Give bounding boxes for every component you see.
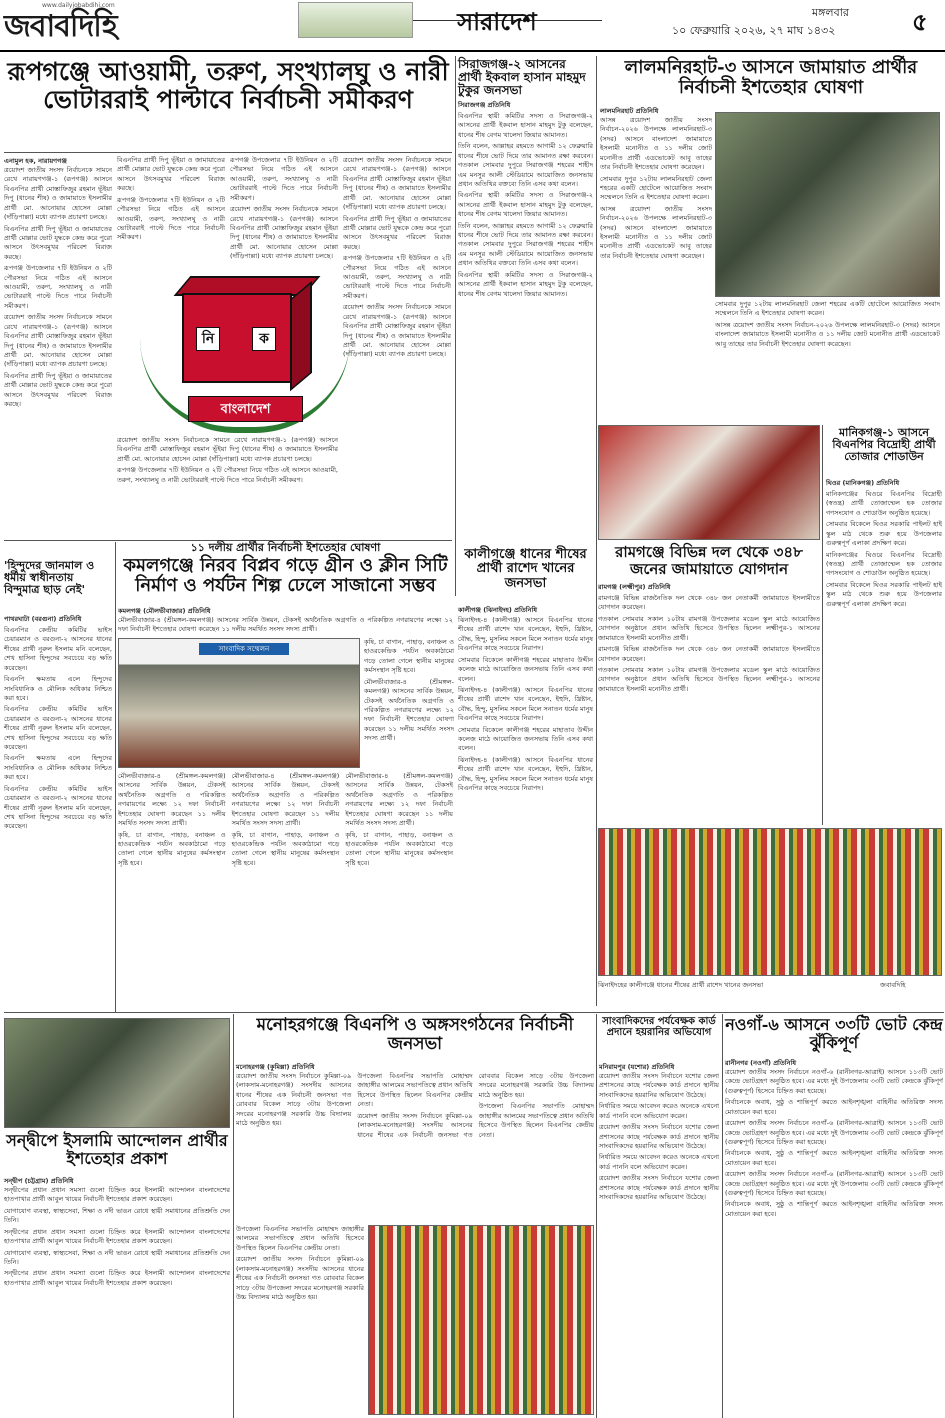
headline-manoharganj[interactable]: মনোহরগঞ্জে বিএনপি ও অঙ্গসংগঠনের নির্বাচনী জনসভা <box>256 1015 574 1054</box>
article-body-sandwip: সন্দ্বীপের প্রধান প্রধান সমস্যা গুলো চিহ্নিত করে ইসলামী আন্দোলন বাংলাদেশের হাতপাখার প্রার্থী আবুল খায়ের নির্বাচনী ইশতেহার প্রকাশ করেছেন। যোগাযোগ ব্যবস্থা, স্বাস্থ্যসেবা, শিক্ষা ও নদী ভাঙন রোধে স্থায়ী সমাধানের প্রতিশ্রুতি দেন তিনি। সন্দ্বীপের প্রধান প্রধান সমস্যা গুলো চিহ্নিত করে ইসলামী আন্দোলন বাংলাদেশের হাতপাখার প্রার্থী আবুল খায়ের নির্বাচনী ইশতেহার প্রকাশ করেছেন। যোগাযোগ ব্যবস্থা, স্বাস্থ্যসেবা, শিক্ষা ও নদী ভাঙন রোধে স্থায়ী সমাধানের প্রতিশ্রুতি দেন তিনি। সন্দ্বীপের প্রধান প্রধান সমস্যা গুলো চিহ্নিত করে ইসলামী আন্দোলন বাংলাদেশের হাতপাখার প্রার্থী আবুল খায়ের নির্বাচনী ইশতেহার প্রকাশ করেছেন। <box>4 1186 230 1287</box>
kicker-kamalganj: ১১ দলীয় প্রার্থীর নির্বাচনী ইশতেহার ঘোষণা <box>190 541 381 554</box>
headline-kaliganj[interactable]: কালীগঞ্জে ধানের শীষের প্রার্থী রাশেদ খানের জনসভা <box>464 547 587 591</box>
article-body-manoharganj-lower: উপজেলা বিএনপির সভাপতি মোহাম্মদ জাহাঙ্গীর আলমের সভাপতিত্বে প্রধান অতিথি হিসেবে উপস্থিত ছিলেন বিএনপির কেন্দ্রীয় নেতা। ত্রয়োদশ জাতীয় সংসদ নির্বাচনে কুমিল্লা-০৯ (লাকসাম-মনোহরগঞ্জ) সংসদীয় আসনের ধানের শীষের এক নির্বাচনী জনসভা গত রোববার বিকেল সাড়ে ৩টায় উপজেলা সদরের মনোহরগঞ্জ সরকারি উচ্চ বিদ্যালয় মাঠে অনুষ্ঠিত হয়। <box>236 1225 364 1301</box>
headline-hindu-freedom[interactable]: 'হিন্দুদের জানমাল ও ধর্মীয় স্বাধীনতায় বিন্দুমাত্র ছাড় নেই' <box>4 559 95 597</box>
byline-kaliganj: কালীগঞ্জ (ঝিনাইদহ) প্রতিনিধি <box>458 606 538 614</box>
ballot-box-logo <box>140 268 350 433</box>
byline-hindu-freedom: পাথরঘাটা (বরগুনা) প্রতিনিধি <box>4 615 82 623</box>
article-body-kamalganj-intro: মৌলভীবাজার-৪ (শ্রীমঙ্গল-কমলগঞ্জ) আসনের সার্বিক উন্নয়ন, টেকসই অর্থনৈতিক অগ্রগতি ও পরিকল্পিত নগরায়ণের লক্ষ্যে ১২ দফা নির্বাচনী ইশতেহার ঘোষণা করেছেন ১১ দলীয় সমর্থিত সংসদ সদস্য প্রার্থী। <box>118 616 453 634</box>
page-number: ৫ <box>912 8 928 36</box>
photo-credit: জবাবদিহি <box>880 981 906 989</box>
press-banner-text: সাংবাদিক সম্মেলন <box>199 643 289 655</box>
ballot-ribbon: বাংলাদেশ <box>188 396 303 422</box>
headline-sirajganj[interactable]: সিরাজগঞ্জ-২ আসনের প্রার্থী ইকবাল হাসান মাহমুদ টুকুর জনসভা <box>458 57 586 98</box>
headline-manikganj[interactable]: মানিকগঞ্জ-১ আসনে বিএনপির বিদ্রোহী প্রার্থী তোজার শোডাউন <box>832 426 936 464</box>
headline-rupganj[interactable]: রূপগঞ্জে আওয়ামী, তরুণ, সংখ্যালঘু ও নারী ভোটাররাই পাল্টাবে নির্বাচনী সমীকরণ <box>7 57 449 114</box>
headline-kamalganj[interactable]: কমলগঞ্জে নিরব বিপ্লব গড়ে গ্রীন ও ক্লীন সিটি নির্মাণ ও পর্যটন শিল্প ঢেলে সাজানো সম্ভব <box>123 555 448 596</box>
ballot-box-side <box>290 281 312 391</box>
section-banner-illustration <box>298 2 413 38</box>
article-body-journalist-cards: ত্রয়োদশ জাতীয় সংসদ নির্বাচনে যশোর জেলা প্রশাসনের কাছে পর্যবেক্ষক কার্ড প্রদানে স্থানীয় সাংবাদিকদের হয়রানির অভিযোগ উঠেছে। নির্ধারিত সময়ে আবেদন করেও অনেকে এখনো কার্ড পাননি বলে অভিযোগ করেন। ত্রয়োদশ জাতীয় সংসদ নির্বাচনে যশোর জেলা প্রশাসনের কাছে পর্যবেক্ষক কার্ড প্রদানে স্থানীয় সাংবাদিকদের হয়রানির অভিযোগ উঠেছে। নির্ধারিত সময়ে আবেদন করেও অনেকে এখনো কার্ড পাননি বলে অভিযোগ করেন। ত্রয়োদশ জাতীয় সংসদ নির্বাচনে যশোর জেলা প্রশাসনের কাছে পর্যবেক্ষক কার্ড প্রদানে স্থানীয় সাংবাদিকদের হয়রানির অভিযোগ উঠেছে। <box>599 1072 719 1202</box>
article-body-lalmonirhat-col1: আসন্ন ত্রয়োদশ জাতীয় সংসদ নির্বাচন-২০২৬ উপলক্ষে লালমনিরহাট-৩ (সদর) আসনে বাংলাদেশ জামায়াতে ইসলামী মনোনীত ও ১১ দলীয় জোট মনোনীত প্রার্থী এডভোকেট আবু তাহের তার নির্বাচনী ইশতেহার ঘোষণা করেছেন। সোমবার দুপুর ১২টায় লালমনিরহাট জেলা শহরের একটি হোটেলে আয়োজিত সংবাদ সম্মেলনে তিনি এ ইশতেহার ঘোষণা করেন। আসন্ন ত্রয়োদশ জাতীয় সংসদ নির্বাচন-২০২৬ উপলক্ষে লালমনিরহাট-৩ (সদর) আসনে বাংলাদেশ জামায়াতে ইসলামী মনোনীত ও ১১ দলীয় জোট মনোনীত প্রার্থী এডভোকেট আবু তাহের তার নির্বাচনী ইশতেহার ঘোষণা করেছেন। <box>600 116 712 260</box>
article-body-kamalganj-side: কৃষি, চা বাগান, পাহাড়, বনাঞ্চল ও হাওরকেন্দ্রিক পর্যটন অবকাঠামো গড়ে তোলা গেলে স্থানীয় মানুষের কর্মসংস্থান সৃষ্টি হবে। মৌলভীবাজার-৪ (শ্রীমঙ্গল-কমলগঞ্জ) আসনের সার্বিক উন্নয়ন, টেকসই অর্থনৈতিক অগ্রগতি ও পরিকল্পিত নগরায়ণের লক্ষ্যে ১২ দফা নির্বাচনী ইশতেহার ঘোষণা করেছেন ১১ দলীয় সমর্থিত সংসদ সদস্য প্রার্থী। <box>364 638 454 743</box>
byline-manikganj: ঘিওর (মানিকগঞ্জ) প্রতিনিধি <box>826 479 900 487</box>
section-title: সারাদেশ <box>412 4 582 36</box>
ballot-letter-ka: ক <box>252 327 276 351</box>
article-body-rupganj-col4: ত্রয়োদশ জাতীয় সংসদ নির্বাচনকে সামনে রেখে নারায়ণগঞ্জ-১ (রূপগঞ্জ) আসনে বিএনপির প্রার্থী মোস্তাফিজুর রহমান ভূঁইয়া দিপু (ধানের শীষ) ও জামায়াতে ইসলামীর প্রার্থী মো. আনোয়ার হোসেন মোল্লা (দাঁড়িপাল্লা) মধ্যে ব্যাপক প্রচারণা চলছে। বিএনপির প্রার্থী দিপু ভূঁইয়া ও জামায়াতের প্রার্থী মোল্লার ভোট যুদ্ধকে কেন্দ্র করে পুরো আসনে উৎসবমুখর পরিবেশ বিরাজ করছে। রূপগঞ্জ উপজেলার ৭টি ইউনিয়ন ও ২টি পৌরসভা নিয়ে গঠিত এই আসনে আওয়ামী, তরুণ, সংখ্যালঘু ও নারী ভোটাররাই পাল্টে দিতে পারে নির্বাচনী সমীকরণ। ত্রয়োদশ জাতীয় সংসদ নির্বাচনকে সামনে রেখে নারায়ণগঞ্জ-১ (রূপগঞ্জ) আসনে বিএনপির প্রার্থী মোস্তাফিজুর রহমান ভূঁইয়া দিপু (ধানের শীষ) ও জামায়াতে ইসলামীর প্রার্থী মো. আনোয়ার হোসেন মোল্লা (দাঁড়িপাল্লা) মধ্যে ব্যাপক প্রচারণা চলছে। <box>343 156 451 359</box>
byline-rupganj: এনামুল হক, নারায়ণগঞ্জ <box>4 157 67 165</box>
byline-naogaon: রানীনগর (নওগাঁ) প্রতিনিধি <box>725 1059 797 1067</box>
photo-sandwip <box>4 1018 230 1128</box>
byline-lalmonirhat: লালমনিরহাট প্রতিনিধি <box>600 107 659 115</box>
weekday: মঙ্গলবার <box>812 6 849 19</box>
newspaper-logo[interactable]: জবাবদিহি <box>4 9 117 44</box>
headline-ramganj[interactable]: রামগঞ্জে বিভিন্ন দল থেকে ৩৪৮ জনের জামায়াতে যোগদান <box>615 543 803 578</box>
article-body-manoharganj: ত্রয়োদশ জাতীয় সংসদ নির্বাচনে কুমিল্লা-০৯ (লাকসাম-মনোহরগঞ্জ) সংসদীয় আসনের ধানের শীষের এক নির্বাচনী জনসভা গত রোববার বিকেল সাড়ে ৩টায় উপজেলা সদরের মনোহরগঞ্জ সরকারি উচ্চ বিদ্যালয় মাঠে অনুষ্ঠিত হয়। উপজেলা বিএনপির সভাপতি মোহাম্মদ জাহাঙ্গীর আলমের সভাপতিত্বে প্রধান অতিথি হিসেবে উপস্থিত ছিলেন বিএনপির কেন্দ্রীয় নেতা। ত্রয়োদশ জাতীয় সংসদ নির্বাচনে কুমিল্লা-০৯ (লাকসাম-মনোহরগঞ্জ) সংসদীয় আসনের ধানের শীষের এক নির্বাচনী জনসভা গত রোববার বিকেল সাড়ে ৩টায় উপজেলা সদরের মনোহরগঞ্জ সরকারি উচ্চ বিদ্যালয় মাঠে অনুষ্ঠিত হয়। উপজেলা বিএনপির সভাপতি মোহাম্মদ জাহাঙ্গীর আলমের সভাপতিত্বে প্রধান অতিথি হিসেবে উপস্থিত ছিলেন বিএনপির কেন্দ্রীয় নেতা। <box>236 1072 594 1139</box>
article-body-rupganj-col3: রূপগঞ্জ উপজেলার ৭টি ইউনিয়ন ও ২টি পৌরসভা নিয়ে গঠিত এই আসনে আওয়ামী, তরুণ, সংখ্যালঘু ও নারী ভোটাররাই পাল্টে দিতে পারে নির্বাচনী সমীকরণ। ত্রয়োদশ জাতীয় সংসদ নির্বাচনকে সামনে রেখে নারায়ণগঞ্জ-১ (রূপগঞ্জ) আসনে বিএনপির প্রার্থী মোস্তাফিজুর রহমান ভূঁইয়া দিপু (ধানের শীষ) ও জামায়াতে ইসলামীর প্রার্থী মো. আনোয়ার হোসেন মোল্লা (দাঁড়িপাল্লা) মধ্যে ব্যাপক প্রচারণা চলছে। <box>230 156 338 261</box>
headline-journalist-cards[interactable]: সাংবাদিকদের পর্যবেক্ষক কার্ড প্রদানে হয়রানির অভিযোগ <box>602 1016 716 1038</box>
masthead <box>0 0 945 52</box>
article-body-naogaon: ত্রয়োদশ জাতীয় সংসদ নির্বাচনে নওগাঁ-৬ (রানীনগর-আত্রাই) আসনে ১১৩টি ভোট কেন্দ্রে ভোটগ্রহণ অনুষ্ঠিত হবে। এর মধ্যে দুই উপজেলায় ৩৩টি ভোট কেন্দ্রকে ঝুঁকিপূর্ণ (গুরুত্বপূর্ণ) হিসেবে চিহ্নিত করা হয়েছে। নির্বাচনকে অবাধ, সুষ্ঠু ও শান্তিপূর্ণ করতে আইনশৃঙ্খলা বাহিনীর অতিরিক্ত সদস্য মোতায়েন করা হবে। ত্রয়োদশ জাতীয় সংসদ নির্বাচনে নওগাঁ-৬ (রানীনগর-আত্রাই) আসনে ১১৩টি ভোট কেন্দ্রে ভোটগ্রহণ অনুষ্ঠিত হবে। এর মধ্যে দুই উপজেলায় ৩৩টি ভোট কেন্দ্রকে ঝুঁকিপূর্ণ (গুরুত্বপূর্ণ) হিসেবে চিহ্নিত করা হয়েছে। নির্বাচনকে অবাধ, সুষ্ঠু ও শান্তিপূর্ণ করতে আইনশৃঙ্খলা বাহিনীর অতিরিক্ত সদস্য মোতায়েন করা হবে। ত্রয়োদশ জাতীয় সংসদ নির্বাচনে নওগাঁ-৬ (রানীনগর-আত্রাই) আসনে ১১৩টি ভোট কেন্দ্রে ভোটগ্রহণ অনুষ্ঠিত হবে। এর মধ্যে দুই উপজেলায় ৩৩টি ভোট কেন্দ্রকে ঝুঁকিপূর্ণ (গুরুত্বপূর্ণ) হিসেবে চিহ্নিত করা হয়েছে। নির্বাচনকে অবাধ, সুষ্ঠু ও শান্তিপূর্ণ করতে আইনশৃঙ্খলা বাহিনীর অতিরিক্ত সদস্য মোতায়েন করা হবে। <box>725 1068 943 1218</box>
article-body-rupganj-col1: ত্রয়োদশ জাতীয় সংসদ নির্বাচনকে সামনে রেখে নারায়ণগঞ্জ-১ (রূপগঞ্জ) আসনে বিএনপির প্রার্থী মোস্তাফিজুর রহমান ভূঁইয়া দিপু (ধানের শীষ) ও জামায়াতে ইসলামীর প্রার্থী মো. আনোয়ার হোসেন মোল্লা (দাঁড়িপাল্লা) মধ্যে ব্যাপক প্রচারণা চলছে। বিএনপির প্রার্থী দিপু ভূঁইয়া ও জামায়াতের প্রার্থী মোল্লার ভোট যুদ্ধকে কেন্দ্র করে পুরো আসনে উৎসবমুখর পরিবেশ বিরাজ করছে। রূপগঞ্জ উপজেলার ৭টি ইউনিয়ন ও ২টি পৌরসভা নিয়ে গঠিত এই আসনে আওয়ামী, তরুণ, সংখ্যালঘু ও নারী ভোটাররাই পাল্টে দিতে পারে নির্বাচনী সমীকরণ। ত্রয়োদশ জাতীয় সংসদ নির্বাচনকে সামনে রেখে নারায়ণগঞ্জ-১ (রূপগঞ্জ) আসনে বিএনপির প্রার্থী মোস্তাফিজুর রহমান ভূঁইয়া দিপু (ধানের শীষ) ও জামায়াতে ইসলামীর প্রার্থী মো. আনোয়ার হোসেন মোল্লা (দাঁড়িপাল্লা) মধ্যে ব্যাপক প্রচারণা চলছে। বিএনপির প্রার্থী দিপু ভূঁইয়া ও জামায়াতের প্রার্থী মোল্লার ভোট যুদ্ধকে কেন্দ্র করে পুরো আসনে উৎসবমুখর পরিবেশ বিরাজ করছে। <box>4 166 112 409</box>
byline-kamalganj: কমলগঞ্জ (মৌলভীবাজার) প্রতিনিধি <box>118 607 211 615</box>
headline-naogaon[interactable]: নওগাঁ-৬ আসনে ৩৩টি ভোট কেন্দ্র ঝুঁকিপূর্ণ <box>725 1015 943 1052</box>
article-body-lalmonirhat-col2: সোমবার দুপুর ১২টায় লালমনিরহাট জেলা শহরের একটি হোটেলে আয়োজিত সংবাদ সম্মেলনে তিনি এ ইশতেহার ঘোষণা করেন। আসন্ন ত্রয়োদশ জাতীয় সংসদ নির্বাচন-২০২৬ উপলক্ষে লালমনিরহাট-৩ (সদর) আসনে বাংলাদেশ জামায়াতে ইসলামী মনোনীত ও ১১ দলীয় জোট মনোনীত প্রার্থী এডভোকেট আবু তাহের তার নির্বাচনী ইশতেহার ঘোষণা করেছেন। <box>715 300 940 348</box>
byline-ramganj: রামগঞ্জ (লক্ষ্মীপুর) প্রতিনিধি <box>598 583 671 591</box>
article-body-rupganj-lower: ত্রয়োদশ জাতীয় সংসদ নির্বাচনকে সামনে রেখে নারায়ণগঞ্জ-১ (রূপগঞ্জ) আসনে বিএনপির প্রার্থী মোস্তাফিজুর রহমান ভূঁইয়া দিপু (ধানের শীষ) ও জামায়াতে ইসলামীর প্রার্থী মো. আনোয়ার হোসেন মোল্লা (দাঁড়িপাল্লা) মধ্যে ব্যাপক প্রচারণা চলছে। রূপগঞ্জ উপজেলার ৭টি ইউনিয়ন ও ২টি পৌরসভা নিয়ে গঠিত এই আসনে আওয়ামী, তরুণ, সংখ্যালঘু ও নারী ভোটাররাই পাল্টে দিতে পারে নির্বাচনী সমীকরণ। <box>117 436 338 484</box>
article-body-kamalganj: মৌলভীবাজার-৪ (শ্রীমঙ্গল-কমলগঞ্জ) আসনের সার্বিক উন্নয়ন, টেকসই অর্থনৈতিক অগ্রগতি ও পরিকল্পিত নগরায়ণের লক্ষ্যে ১২ দফা নির্বাচনী ইশতেহার ঘোষণা করেছেন ১১ দলীয় সমর্থিত সংসদ সদস্য প্রার্থী। কৃষি, চা বাগান, পাহাড়, বনাঞ্চল ও হাওরকেন্দ্রিক পর্যটন অবকাঠামো গড়ে তোলা গেলে স্থানীয় মানুষের কর্মসংস্থান সৃষ্টি হবে। মৌলভীবাজার-৪ (শ্রীমঙ্গল-কমলগঞ্জ) আসনের সার্বিক উন্নয়ন, টেকসই অর্থনৈতিক অগ্রগতি ও পরিকল্পিত নগরায়ণের লক্ষ্যে ১২ দফা নির্বাচনী ইশতেহার ঘোষণা করেছেন ১১ দলীয় সমর্থিত সংসদ সদস্য প্রার্থী। কৃষি, চা বাগান, পাহাড়, বনাঞ্চল ও হাওরকেন্দ্রিক পর্যটন অবকাঠামো গড়ে তোলা গেলে স্থানীয় মানুষের কর্মসংস্থান সৃষ্টি হবে। মৌলভীবাজার-৪ (শ্রীমঙ্গল-কমলগঞ্জ) আসনের সার্বিক উন্নয়ন, টেকসই অর্থনৈতিক অগ্রগতি ও পরিকল্পিত নগরায়ণের লক্ষ্যে ১২ দফা নির্বাচনী ইশতেহার ঘোষণা করেছেন ১১ দলীয় সমর্থিত সংসদ সদস্য প্রার্থী। কৃষি, চা বাগান, পাহাড়, বনাঞ্চল ও হাওরকেন্দ্রিক পর্যটন অবকাঠামো গড়ে তোলা গেলে স্থানীয় মানুষের কর্মসংস্থান সৃষ্টি হবে। <box>118 772 453 867</box>
photo-lalmonirhat-press-conference <box>715 112 940 297</box>
issue-date: ১০ ফেব্রুয়ারি ২০২৬, ২৭ মাঘ ১৪৩২ <box>672 24 836 37</box>
photo-manoharganj-rally <box>368 1225 594 1415</box>
byline-sandwip: সন্দ্বীপ (চট্টগ্রাম) প্রতিনিধি <box>4 1177 74 1185</box>
headline-sandwip[interactable]: সন্দ্বীপে ইসলামি আন্দোলন প্রার্থীর ইশতেহার প্রকাশ <box>6 1131 228 1168</box>
article-body-sirajganj: বিএনপির স্থায়ী কমিটির সদস্য ও সিরাজগঞ্জ-২ আসনের প্রার্থী ইকবাল হাসান মাহমুদ টুকু বলেছেন, ধানের শীষ বেগম খালেদা জিয়ার আমানত। তিনি বলেন, আল্লাহর রহমতে আগামী ১২ ফেব্রুয়ারি ধানের শীষে ভোট দিয়ে তার আমানত রক্ষা করবেন। গতকাল সোমবার দুপুরে সিরাজগঞ্জ শহরের শাহীদ এম মনসুর আলী স্টেডিয়ামে আয়োজিত জনসভায় প্রধান অতিথির বক্তব্যে তিনি এসব কথা বলেন। বিএনপির স্থায়ী কমিটির সদস্য ও সিরাজগঞ্জ-২ আসনের প্রার্থী ইকবাল হাসান মাহমুদ টুকু বলেছেন, ধানের শীষ বেগম খালেদা জিয়ার আমানত। তিনি বলেন, আল্লাহর রহমতে আগামী ১২ ফেব্রুয়ারি ধানের শীষে ভোট দিয়ে তার আমানত রক্ষা করবেন। গতকাল সোমবার দুপুরে সিরাজগঞ্জ শহরের শাহীদ এম মনসুর আলী স্টেডিয়ামে আয়োজিত জনসভায় প্রধান অতিথির বক্তব্যে তিনি এসব কথা বলেন। বিএনপির স্থায়ী কমিটির সদস্য ও সিরাজগঞ্জ-২ আসনের প্রার্থী ইকবাল হাসান মাহমুদ টুকু বলেছেন, ধানের শীষ বেগম খালেদা জিয়ার আমানত। <box>458 112 593 298</box>
photo-caption-kaliganj: ঝিনাইদহের কালীগঞ্জে ধানের শীষের প্রার্থী রাশেদ খানের জনসভা <box>598 981 764 989</box>
website-url: www.dailyjobabdihi.com <box>42 2 115 9</box>
byline-journalist-cards: মনিরামপুর (যশোর) প্রতিনিধি <box>599 1063 675 1071</box>
photo-kamalganj-press <box>118 638 360 768</box>
byline-manoharganj: মনোহরগঞ্জ (কুমিল্লা) প্রতিনিধি <box>236 1063 315 1071</box>
article-body-manikganj: মানিকগঞ্জের ঘিওরে বিএনপির বিদ্রোহী (স্বতন্ত্র) প্রার্থী তোজাম্মেল হক তোজার গণসংযোগ ও শোডাউন অনুষ্ঠিত হয়েছে। সোমবার বিকেলে ঘিওর সরকারি পাইলট হাই স্কুল মাঠ থেকে শুরু হয়ে উপজেলার গুরুত্বপূর্ণ এলাকা প্রদক্ষিণ করে। মানিকগঞ্জের ঘিওরে বিএনপির বিদ্রোহী (স্বতন্ত্র) প্রার্থী তোজাম্মেল হক তোজার গণসংযোগ ও শোডাউন অনুষ্ঠিত হয়েছে। সোমবার বিকেলে ঘিওর সরকারি পাইলট হাই স্কুল মাঠ থেকে শুরু হয়ে উপজেলার গুরুত্বপূর্ণ এলাকা প্রদক্ষিণ করে। <box>826 490 942 608</box>
article-body-ramganj: রামগঞ্জে বিভিন্ন রাজনৈতিক দল থেকে ৩৪৮ জন নেতাকর্মী জামায়াতে ইসলামীতে যোগদান করেছেন। গতকাল সোমবার সকাল ১০টায় রামগঞ্জ উপজেলার মডেল স্কুল মাঠে আয়োজিত যোগদান অনুষ্ঠানে প্রধান অতিথি হিসেবে উপস্থিত ছিলেন লক্ষ্মীপুর-১ আসনের জামায়াতে ইসলামী মনোনীত প্রার্থী। রামগঞ্জে বিভিন্ন রাজনৈতিক দল থেকে ৩৪৮ জন নেতাকর্মী জামায়াতে ইসলামীতে যোগদান করেছেন। গতকাল সোমবার সকাল ১০টায় রামগঞ্জ উপজেলার মডেল স্কুল মাঠে আয়োজিত যোগদান অনুষ্ঠানে প্রধান অতিথি হিসেবে উপস্থিত ছিলেন লক্ষ্মীপুর-১ আসনের জামায়াতে ইসলামী মনোনীত প্রার্থী। <box>598 594 820 693</box>
article-body-hindu-freedom: বিএনপির কেন্দ্রীয় কমিটির ভাইস চেয়ারম্যান ও বরগুনা-২ আসনের ধানের শীষের প্রার্থী নুরুল ইসলাম মনি বলেছেন, শেখ হাসিনা হিন্দুদের সবচেয়ে বড় ক্ষতি করেছেন। বিএনপি ক্ষমতায় এলে হিন্দুদের সাংবিধানিক ও মৌলিক অধিকার নিশ্চিত করা হবে। বিএনপির কেন্দ্রীয় কমিটির ভাইস চেয়ারম্যান ও বরগুনা-২ আসনের ধানের শীষের প্রার্থী নুরুল ইসলাম মনি বলেছেন, শেখ হাসিনা হিন্দুদের সবচেয়ে বড় ক্ষতি করেছেন। বিএনপি ক্ষমতায় এলে হিন্দুদের সাংবিধানিক ও মৌলিক অধিকার নিশ্চিত করা হবে। বিএনপির কেন্দ্রীয় কমিটির ভাইস চেয়ারম্যান ও বরগুনা-২ আসনের ধানের শীষের প্রার্থী নুরুল ইসলাম মনি বলেছেন, শেখ হাসিনা হিন্দুদের সবচেয়ে বড় ক্ষতি করেছেন। <box>4 626 112 831</box>
headline-lalmonirhat[interactable]: লালমনিরহাট-৩ আসনে জামায়াত প্রার্থীর নির্বাচনী ইশতেহার ঘোষণা <box>624 57 918 98</box>
ballot-box-front <box>182 293 292 383</box>
photo-kaliganj-rally <box>598 828 942 976</box>
ballot-letter-ni: নি <box>196 327 220 351</box>
photo-ramganj-joining <box>598 425 820 540</box>
article-body-rupganj-col2: বিএনপির প্রার্থী দিপু ভূঁইয়া ও জামায়াতের প্রার্থী মোল্লার ভোট যুদ্ধকে কেন্দ্র করে পুরো আসনে উৎসবমুখর পরিবেশ বিরাজ করছে। রূপগঞ্জ উপজেলার ৭টি ইউনিয়ন ও ২টি পৌরসভা নিয়ে গঠিত এই আসনে আওয়ামী, তরুণ, সংখ্যালঘু ও নারী ভোটাররাই পাল্টে দিতে পারে নির্বাচনী সমীকরণ। <box>117 156 225 242</box>
article-body-kaliganj: ঝিনাইদহ-৪ (কালীগঞ্জ) আসনে বিএনপির ধানের শীষের প্রার্থী রাশেদ খান বলেছেন, ইহুদি, খ্রিষ্টান, বৌদ্ধ, হিন্দু, মুসলিম সকলে মিলে সনাতন ধর্মের মানুষ বিএনপির কাছে সবচেয়ে নিরাপদ। সোমবার বিকেলে কালীগঞ্জ শহরের মাহাতাব উদ্দীন কলেজ মাঠে আয়োজিত জনসভায় তিনি এসব কথা বলেন। ঝিনাইদহ-৪ (কালীগঞ্জ) আসনে বিএনপির ধানের শীষের প্রার্থী রাশেদ খান বলেছেন, ইহুদি, খ্রিষ্টান, বৌদ্ধ, হিন্দু, মুসলিম সকলে মিলে সনাতন ধর্মের মানুষ বিএনপির কাছে সবচেয়ে নিরাপদ। সোমবার বিকেলে কালীগঞ্জ শহরের মাহাতাব উদ্দীন কলেজ মাঠে আয়োজিত জনসভায় তিনি এসব কথা বলেন। ঝিনাইদহ-৪ (কালীগঞ্জ) আসনে বিএনপির ধানের শীষের প্রার্থী রাশেদ খান বলেছেন, ইহুদি, খ্রিষ্টান, বৌদ্ধ, হিন্দু, মুসলিম সকলে মিলে সনাতন ধর্মের মানুষ বিএনপির কাছে সবচেয়ে নিরাপদ। <box>458 616 593 793</box>
byline-sirajganj: সিরাজগঞ্জ প্রতিনিধি <box>458 101 511 109</box>
